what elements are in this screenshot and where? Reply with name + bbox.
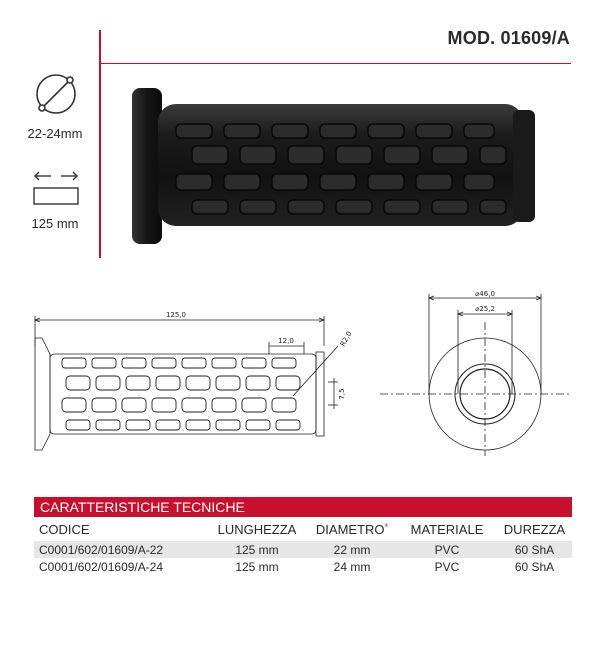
radius-label: R2,0 [338, 330, 354, 348]
diametro-header-text: DIAMETRO [315, 521, 385, 537]
specs-table-title: CARATTERISTICHE TECNICHE [34, 497, 572, 517]
column-header-codice: CODICE [39, 521, 90, 537]
model-title: MOD. 01609/A [447, 28, 570, 48]
footnote-asterisk: * [384, 521, 389, 532]
table-row [34, 541, 572, 558]
length-value: 125 mm [31, 216, 79, 231]
length-icon [32, 168, 80, 208]
table-row [34, 558, 572, 575]
end-view-drawing [380, 288, 570, 458]
cell-lunghezza: 125 mm [207, 541, 302, 558]
diameter-icon [31, 70, 81, 118]
pitch-label: 12,0 [278, 337, 294, 345]
column-header-materiale: MATERIALE [410, 521, 484, 537]
side-view-drawing [28, 306, 358, 456]
cell-codice: C0001/602/01609/A-24 [39, 559, 164, 574]
height-label: 7,5 [338, 388, 346, 400]
inner-diameter-label: ⌀25,2 [475, 305, 495, 313]
cell-materiale: PVC [434, 559, 460, 574]
diameter-value: 22-24mm [27, 126, 83, 141]
overall-length-label: 125,0 [165, 311, 187, 319]
cell-diametro: 22 mm [302, 541, 397, 558]
cell-codice: C0001/602/01609/A-22 [34, 541, 207, 558]
cell-lunghezza: 125 mm [235, 559, 279, 574]
header-accent-line [101, 63, 571, 64]
column-header-lunghezza: LUNGHEZZA [217, 521, 297, 537]
cell-durezza: 60 ShA [492, 541, 572, 558]
cell-materiale: PVC [397, 541, 492, 558]
specs-table-section [34, 497, 572, 575]
column-header-durezza: DUREZZA [503, 521, 566, 537]
cell-durezza: 60 ShA [514, 559, 555, 574]
column-header-diametro [302, 517, 397, 541]
cell-diametro: 24 mm [333, 559, 371, 574]
grip-photo [128, 86, 538, 246]
table-header-row [34, 517, 572, 541]
outer-diameter-label: ⌀46,0 [475, 290, 495, 298]
specs-table [34, 517, 572, 575]
